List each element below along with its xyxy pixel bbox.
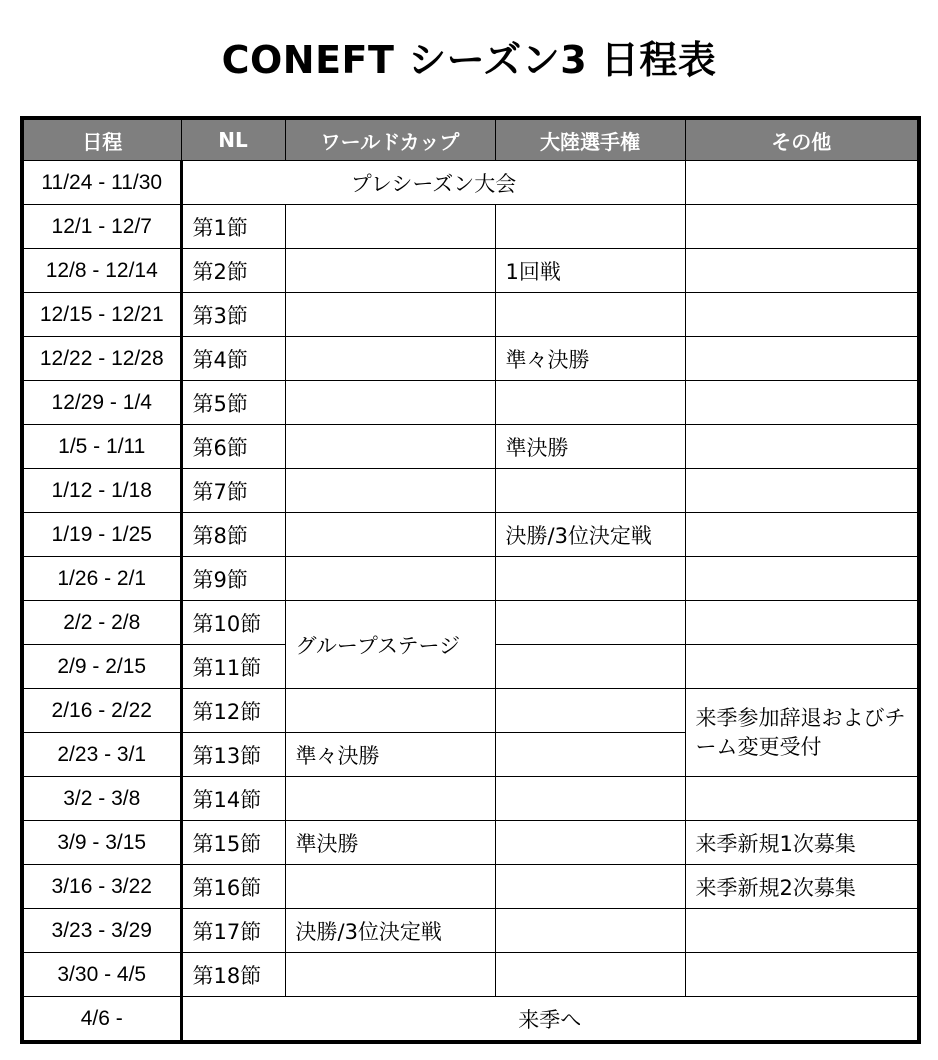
date-cell: 11/24 - 11/30: [22, 161, 181, 205]
table-row: [22, 777, 919, 821]
other-cell: [685, 557, 919, 601]
preseason-cell: プレシーズン大会: [181, 161, 685, 205]
continental-cell: [495, 557, 685, 601]
date-cell: 2/9 - 2/15: [22, 645, 181, 689]
table-row: [22, 469, 919, 513]
other-cell: [685, 161, 919, 205]
other-cell: [685, 513, 919, 557]
continental-cell: [495, 469, 685, 513]
continental-cell: [495, 953, 685, 997]
date-cell: 12/15 - 12/21: [22, 293, 181, 337]
header-date: 日程: [22, 118, 181, 161]
date-cell: 3/9 - 3/15: [22, 821, 181, 865]
header-row: [22, 118, 919, 161]
date-cell: 12/29 - 1/4: [22, 381, 181, 425]
continental-cell: [495, 865, 685, 909]
table-row: [22, 293, 919, 337]
header-nl: NL: [181, 118, 285, 161]
continental-cell: [495, 601, 685, 645]
table-row: [22, 601, 919, 645]
world-cup-cell: [285, 249, 495, 293]
world-cup-cell: 準々決勝: [285, 733, 495, 777]
world-cup-cell: [285, 777, 495, 821]
nl-cell: 第11節: [181, 645, 285, 689]
date-cell: 12/8 - 12/14: [22, 249, 181, 293]
continental-cell: [495, 293, 685, 337]
continental-cell: [495, 689, 685, 733]
continental-cell: [495, 645, 685, 689]
nl-cell: 第3節: [181, 293, 285, 337]
nl-cell: 第6節: [181, 425, 285, 469]
other-cell: [685, 469, 919, 513]
continental-cell: 1回戦: [495, 249, 685, 293]
world-cup-cell: [285, 689, 495, 733]
other-cell: 来季新規1次募集: [685, 821, 919, 865]
date-cell: 1/12 - 1/18: [22, 469, 181, 513]
other-cell: [685, 953, 919, 997]
world-cup-cell: [285, 425, 495, 469]
world-cup-cell: [285, 865, 495, 909]
next-season-cell: 来季へ: [181, 997, 919, 1043]
other-cell: [685, 337, 919, 381]
table-row: [22, 161, 919, 205]
date-cell: 3/16 - 3/22: [22, 865, 181, 909]
nl-cell: 第8節: [181, 513, 285, 557]
page-title: CONEFT シーズン3 日程表: [221, 38, 717, 82]
nl-cell: 第9節: [181, 557, 285, 601]
nl-cell: 第13節: [181, 733, 285, 777]
world-cup-cell: [285, 293, 495, 337]
nl-cell: 第18節: [181, 953, 285, 997]
world-cup-cell: 決勝/3位決定戦: [285, 909, 495, 953]
date-cell: 2/16 - 2/22: [22, 689, 181, 733]
table-row: [22, 689, 919, 733]
header-world-cup: ワールドカップ: [285, 118, 495, 161]
world-cup-cell: [285, 953, 495, 997]
world-cup-cell: 準決勝: [285, 821, 495, 865]
table-row: [22, 337, 919, 381]
table-row: [22, 865, 919, 909]
date-cell: 3/2 - 3/8: [22, 777, 181, 821]
nl-cell: 第12節: [181, 689, 285, 733]
header-other: その他: [685, 118, 919, 161]
nl-cell: 第10節: [181, 601, 285, 645]
nl-cell: 第14節: [181, 777, 285, 821]
table-row: [22, 249, 919, 293]
table-row: [22, 513, 919, 557]
world-cup-group-stage-cell: グループステージ: [285, 601, 495, 689]
world-cup-cell: [285, 513, 495, 557]
schedule-table: [20, 116, 921, 1044]
continental-cell: 準決勝: [495, 425, 685, 469]
table-row: [22, 381, 919, 425]
date-cell: 1/5 - 1/11: [22, 425, 181, 469]
continental-cell: [495, 381, 685, 425]
continental-cell: [495, 909, 685, 953]
other-cell: [685, 645, 919, 689]
other-withdrawal-cell: 来季参加辞退およびチーム変更受付: [685, 689, 919, 777]
date-cell: 3/30 - 4/5: [22, 953, 181, 997]
header-continental: 大陸選手権: [495, 118, 685, 161]
nl-cell: 第2節: [181, 249, 285, 293]
date-cell: 2/2 - 2/8: [22, 601, 181, 645]
date-cell: 1/26 - 2/1: [22, 557, 181, 601]
other-cell: [685, 425, 919, 469]
continental-cell: [495, 821, 685, 865]
date-cell: 4/6 -: [22, 997, 181, 1043]
nl-cell: 第17節: [181, 909, 285, 953]
table-row: [22, 557, 919, 601]
date-cell: 12/1 - 12/7: [22, 205, 181, 249]
continental-cell: 決勝/3位決定戦: [495, 513, 685, 557]
other-cell: [685, 777, 919, 821]
continental-cell: [495, 205, 685, 249]
continental-cell: 準々決勝: [495, 337, 685, 381]
other-cell: [685, 381, 919, 425]
table-row: [22, 821, 919, 865]
other-cell: [685, 601, 919, 645]
date-cell: 3/23 - 3/29: [22, 909, 181, 953]
other-cell: [685, 909, 919, 953]
other-cell: 来季新規2次募集: [685, 865, 919, 909]
nl-cell: 第1節: [181, 205, 285, 249]
table-row: [22, 953, 919, 997]
date-cell: 1/19 - 1/25: [22, 513, 181, 557]
other-cell: [685, 205, 919, 249]
nl-cell: 第15節: [181, 821, 285, 865]
world-cup-cell: [285, 337, 495, 381]
world-cup-cell: [285, 469, 495, 513]
table-row: [22, 425, 919, 469]
nl-cell: 第5節: [181, 381, 285, 425]
table-row: [22, 205, 919, 249]
continental-cell: [495, 733, 685, 777]
other-cell: [685, 249, 919, 293]
nl-cell: 第4節: [181, 337, 285, 381]
table-row: [22, 909, 919, 953]
nl-cell: 第16節: [181, 865, 285, 909]
nl-cell: 第7節: [181, 469, 285, 513]
world-cup-cell: [285, 557, 495, 601]
table-row: [22, 997, 919, 1043]
date-cell: 12/22 - 12/28: [22, 337, 181, 381]
continental-cell: [495, 777, 685, 821]
world-cup-cell: [285, 205, 495, 249]
other-cell: [685, 293, 919, 337]
date-cell: 2/23 - 3/1: [22, 733, 181, 777]
world-cup-cell: [285, 381, 495, 425]
